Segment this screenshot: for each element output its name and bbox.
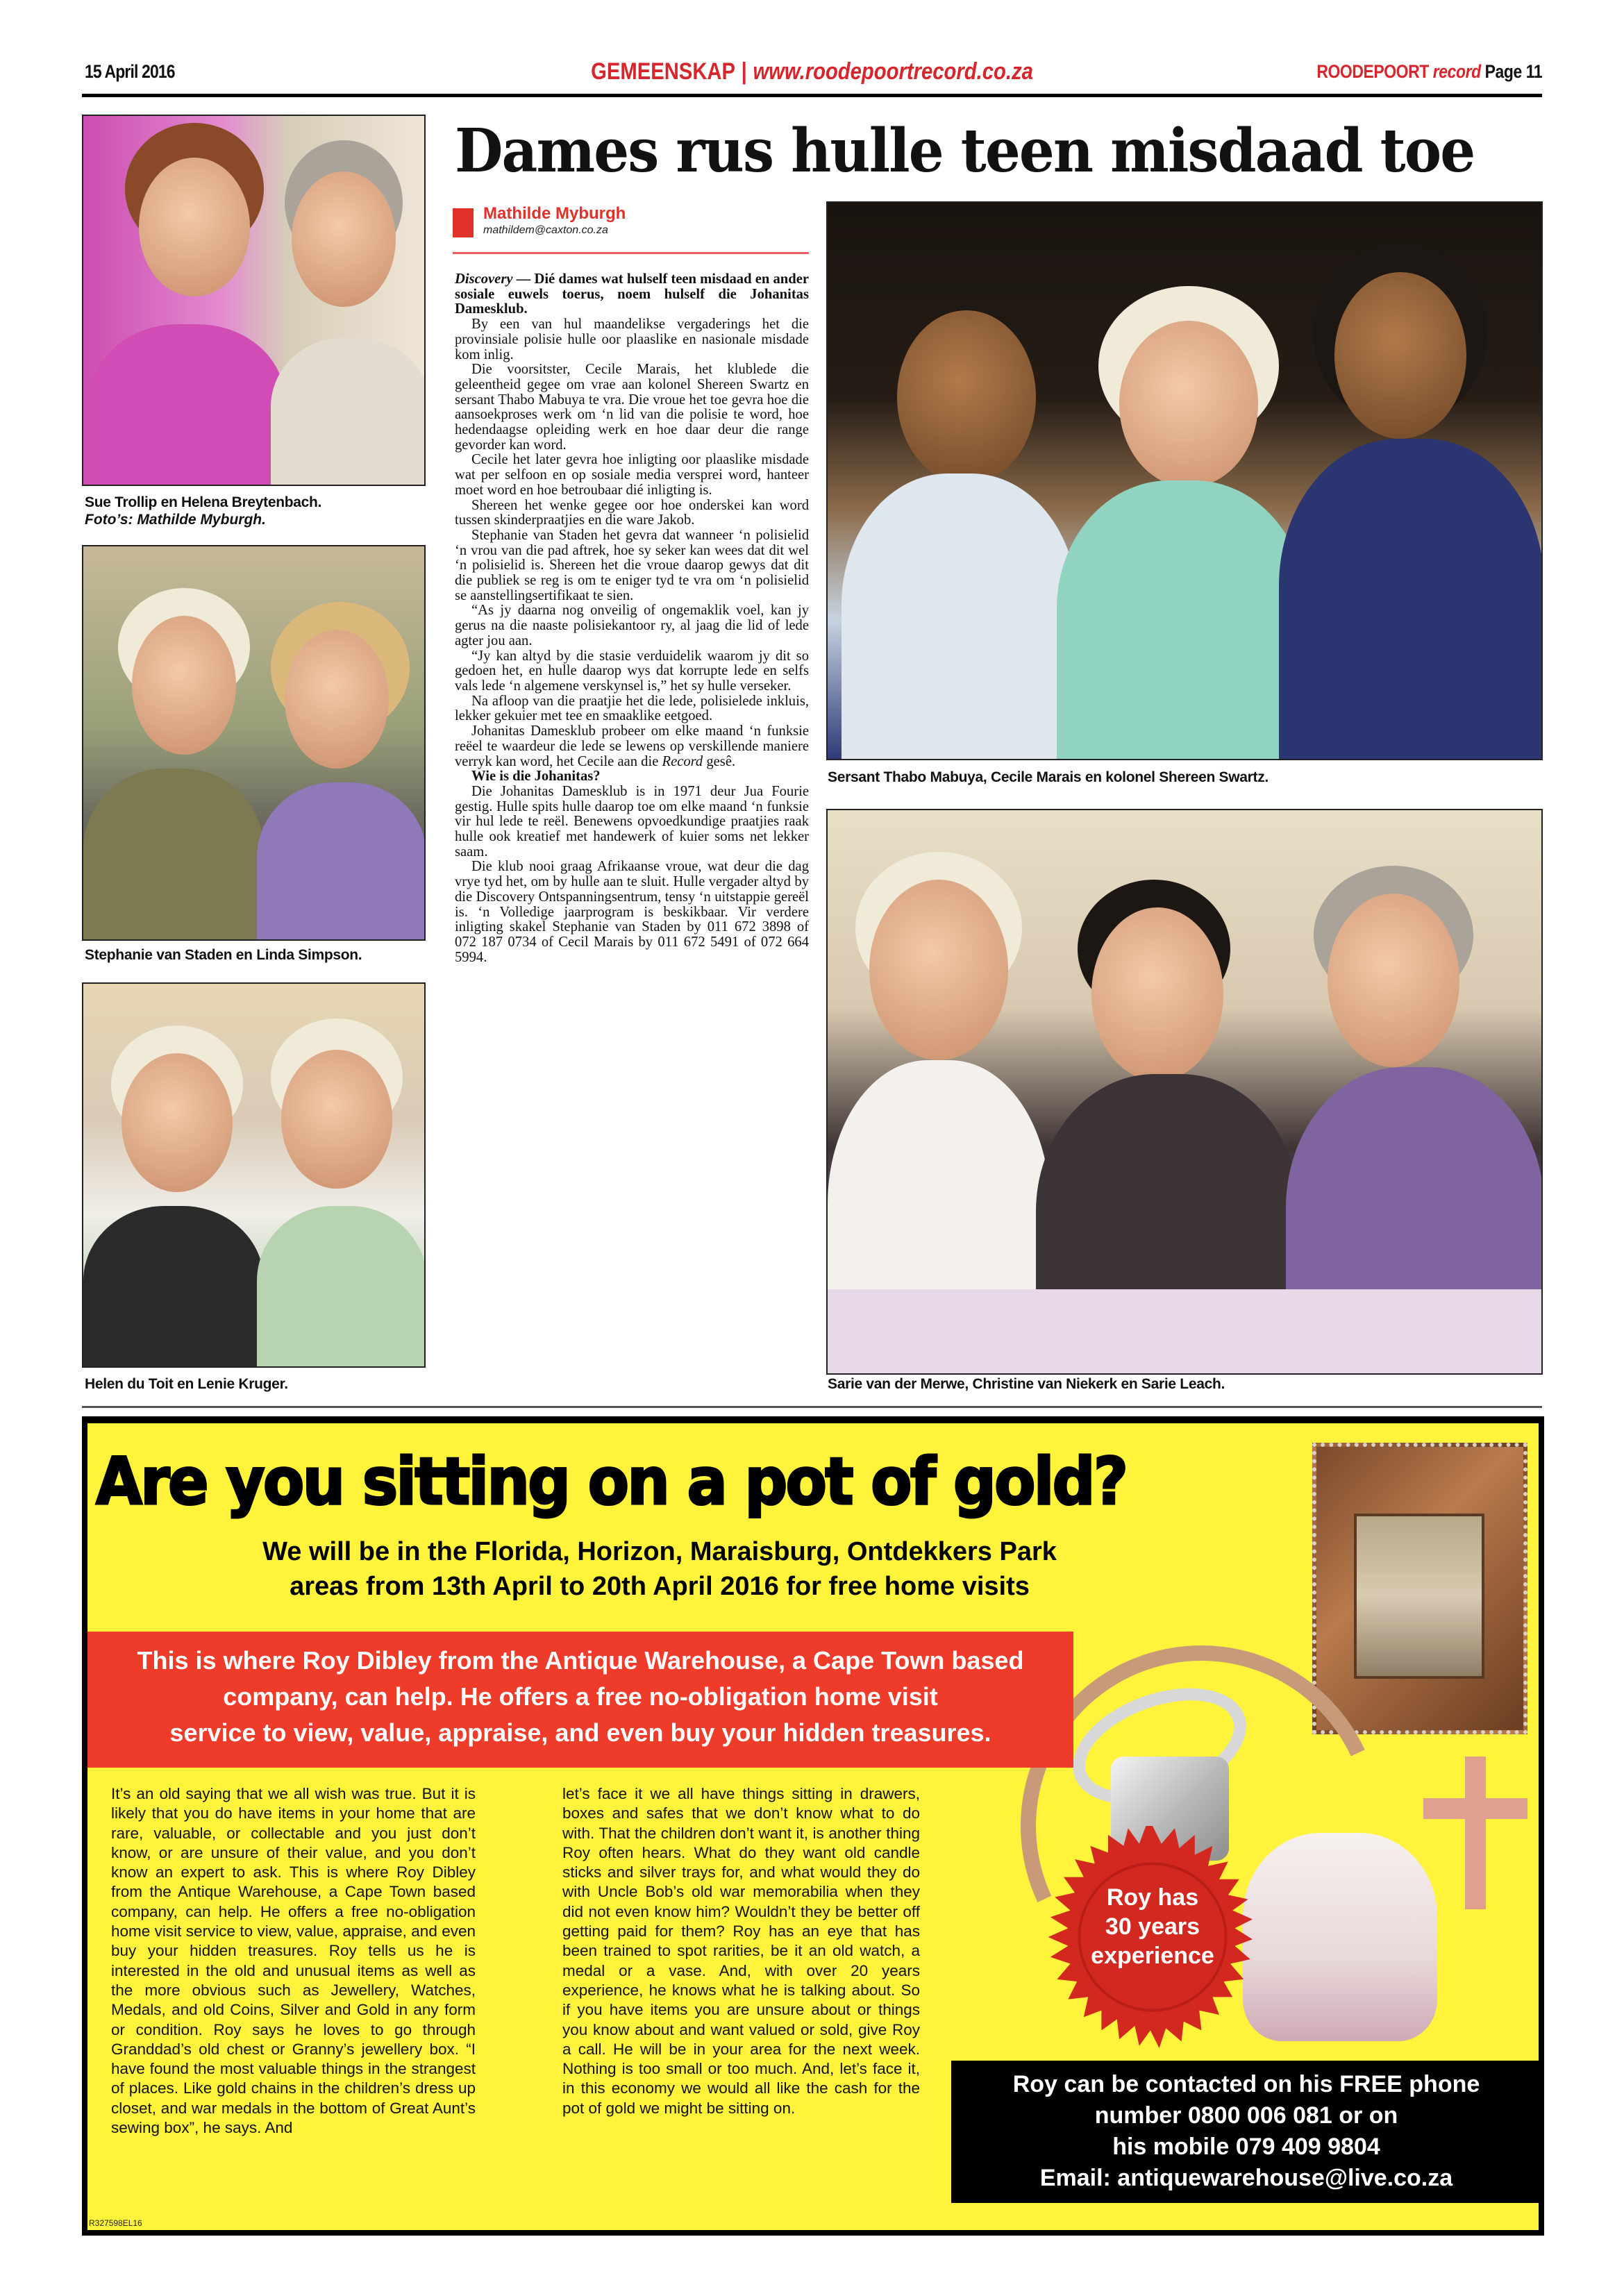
banner-line: service to view, value, appraise, and even buy your hidden treasures. (169, 1718, 991, 1747)
photo-big-1-caption: Sersant Thabo Mabuya, Cecile Marais en kolonel Shereen Swartz. (828, 769, 1269, 785)
article-dateline: Discovery (455, 271, 513, 287)
advert-subheadline (139, 1534, 1180, 1604)
publication-name: Record (662, 753, 703, 769)
brand-primary: ROODEPOORT (1316, 61, 1429, 82)
article-bottom-rule (82, 1406, 1542, 1408)
byline-author: Mathilde Myburgh (483, 204, 626, 223)
article-paragraph: “Jy kan altyd by die stasie verduidelik waarom jy dit so gedoen het, en hulle daarop wys dat korrupte lede en selfs vals lede ‘n algemene verskynsel is,” het sy hulle verseker. (455, 648, 809, 694)
article-paragraph: Die voorsitster, Cecile Marais, het klublede die geleentheid gegee om vrae aan kolonel Shereen Swartz en sersant Thabo Mabuya te vra. Die vroue het toe gevra hoe die aansoekproses werk om ‘n lid van die polisie te word, hoe hedendaagse opleiding werk en hoe daar deur die range gevorder kan word. (455, 362, 809, 453)
advert-reference-code: R327598EL16 (89, 2218, 142, 2228)
banner-line: company, can help. He offers a free no-obligation home visit (223, 1682, 938, 1711)
photo-1-caption: Sue Trollip en Helena Breytenbach. (85, 494, 322, 510)
photo-helen-lenie (82, 982, 426, 1368)
contact-line: Roy can be contacted on his FREE phone (1012, 2071, 1480, 2097)
header-rule (82, 94, 1542, 97)
byline-rule (453, 252, 809, 254)
paragraph-text: Johanitas Damesklub probeer om elke maand ‘n funksie reëel te waardeur die lede se lewens op verskillende maniere verryk kan word, het Cecile aan die (455, 723, 809, 769)
article-paragraph: “As jy daarna nog onveilig of ongemaklik voel, kan jy gerus na die naaste polisiekantoor ry, al jaag die lid of lede agter jou aan. (455, 603, 809, 648)
badge-text (1041, 1883, 1264, 1970)
article-paragraph: Cecile het later gevra hoe inligting oor plaaslike misdade wat per selfoon en op sosiale media versprei word, hanteer moet word en hoe betroubaar dié inligting is. (455, 452, 809, 498)
article-paragraph (455, 724, 809, 769)
teacups-image (1243, 1833, 1437, 2041)
section-name: GEMEENSKAP (591, 58, 736, 85)
article-paragraph: Na afloop van die praatjie het die lede, polisielede inkluis, lekker gekuier met tee en smaaklike eetgoed. (455, 693, 809, 724)
advert-headline: Are you sitting on a pot of gold? (96, 1444, 1127, 1520)
website-link[interactable]: www.roodepoortrecord.co.za (753, 58, 1033, 85)
advert-sub-line: We will be in the Florida, Horizon, Maraisburg, Ontdekkers Park (262, 1537, 1057, 1566)
contact-phone[interactable]: number 0800 006 081 or on (1094, 2102, 1398, 2129)
photo-sue-helena (82, 115, 426, 486)
badge-line: Roy has (1106, 1884, 1199, 1911)
lead-text: — Dié dames wat hulself teen misdaad en ander sosiale euwels toerus, noem hulself die Johanitas Damesklub. (455, 271, 809, 317)
photo-big-2-caption: Sarie van der Merwe, Christine van Niekerk en Sarie Leach. (828, 1376, 1225, 1392)
article-lead (455, 272, 809, 317)
contact-mobile[interactable]: his mobile 079 409 9804 (1112, 2134, 1380, 2160)
byline-marker (453, 208, 474, 237)
contact-email[interactable]: Email: antiquewarehouse@live.co.za (1039, 2165, 1453, 2191)
banner-line: This is where Roy Dibley from the Antique Warehouse, a Cape Town based (137, 1646, 1024, 1675)
photo-3-caption: Helen du Toit en Lenie Kruger. (85, 1376, 288, 1392)
article-paragraph: Stephanie van Staden het gevra dat wanneer ‘n polisielid ‘n vrou van die pad aftrek, hoe sy seker kan wees dat dit wel ‘n polisielid is. Shereen het die vroue daarop gewys dat dit die publiek se reg is om te eniger tyd te vra om ‘n polisielid se aanstellingsertifikaat te sien. (455, 527, 809, 603)
article-paragraph: By een van hul maandelikse vergaderings het die provinsiale polisie hulle oor plaaslike en nasionale misdade kom inlig. (455, 317, 809, 362)
badge-line: experience (1091, 1943, 1214, 1969)
byline-email[interactable]: mathildem@caxton.co.za (483, 224, 608, 236)
badge-line: 30 years (1105, 1913, 1200, 1940)
article-paragraph: Die Johanitas Damesklub is in 1971 deur Jua Fourie gestig. Hulle spits hulle daarop toe om elke maand ‘n funksie vir hul lede te reël. Benewens opvoedkundige praatjies raak hulle ook kreatief met handewerk of kuier soms net lekker saam. (455, 783, 809, 860)
article-body (455, 272, 809, 965)
article-paragraph: Die klub nooi graag Afrikaanse vroue, wat deur die dag vrye tyd het, om by hulle aan te sluit. Hulle vergader altyd by die Discovery Ontspanningsentrum, tensy ‘n uitstappie gereël is. ‘n Volledige jaarprogram is beskikbaar. Vir verdere inligting skakel Stephanie van Staden by 011 672 3898 of 072 187 0734 of Cecil Marais by 011 672 5491 of 072 664 5994. (455, 859, 809, 965)
photo-2-caption: Stephanie van Staden en Linda Simpson. (85, 947, 362, 963)
section-header (114, 58, 1511, 85)
photo-three-women (826, 809, 1543, 1375)
contact-text (951, 2069, 1541, 2194)
advert-body-column-2: let’s face it we all have things sitting in drawers, boxes and safes that we don’t know what to do with. That the children don’t want it, is another thing Roy often hears. What do they want old candle sticks and silver trays for, and what would they do with Uncle Bob’s old war memorabilia when they did not even know him? Wouldn’t they be better off getting paid for them? Roy has an eye that has been trained to spot rarities, be it an old watch, a medal or a vase. And, with over 20 years experience, he knows what he is talking about. So if you have items you are unsure about or things you know about and want valued or sold, give Roy a call. He will be in your area for the next week. Nothing is too small or too much. And, let’s face it, in this economy we would all like the cash for the pot of gold we might be sitting on. (562, 1785, 920, 2117)
photo-police-and-chair (826, 201, 1543, 760)
article-headline: Dames rus hulle teen misdaad toe (455, 116, 1475, 186)
brand-secondary: record (1432, 61, 1481, 82)
page-number: Page 11 (1484, 61, 1542, 82)
advert-banner-text (87, 1643, 1073, 1751)
photo-credit: Foto’s: Mathilde Myburgh. (85, 512, 266, 528)
masthead-page (1316, 61, 1542, 83)
paragraph-text: gesê. (703, 753, 736, 769)
photo-stephanie-linda (82, 545, 426, 941)
cross-pendant-image (1423, 1757, 1527, 1909)
issue-date: 15 April 2016 (85, 61, 175, 82)
antique-portrait-image (1354, 1514, 1484, 1679)
article-subhead: Wie is die Johanitas? (471, 769, 601, 785)
advert-sub-line: areas from 13th April to 20th April 2016 for free home visits (290, 1572, 1030, 1601)
section-separator: | (741, 58, 747, 85)
advert-body-column-1: It’s an old saying that we all wish was true. But it is likely that you do have items in your home that are rare, valuable, or collectable and you just don’t know, or are unsure of their value, and you don’t know an expert to ask. This is where Roy Dibley from the Antique Warehouse, a Cape Town based company, can help. He offers a free no-obligation home visit service to view, value, appraise, and even buy your hidden treasures. Roy tells us he is interested in the old and unusual items as well as the more obvious such as Jewellery, Watches, Medals, and old Coins, Silver and Gold in any form or condition. Roy says he loves to go through Granddad’s old chest or Granny’s jewellery box. “I have found the most valuable things in the strangest of places. Like gold chains in the children’s dress up closet, and war medals in the bottom of Great Aunt’s sewing box”, he says. And (111, 1785, 476, 2137)
article-paragraph: Shereen het wenke gegee oor hoe onderskei kan word tussen skinderpraatjies en die ware Jakob. (455, 497, 809, 528)
